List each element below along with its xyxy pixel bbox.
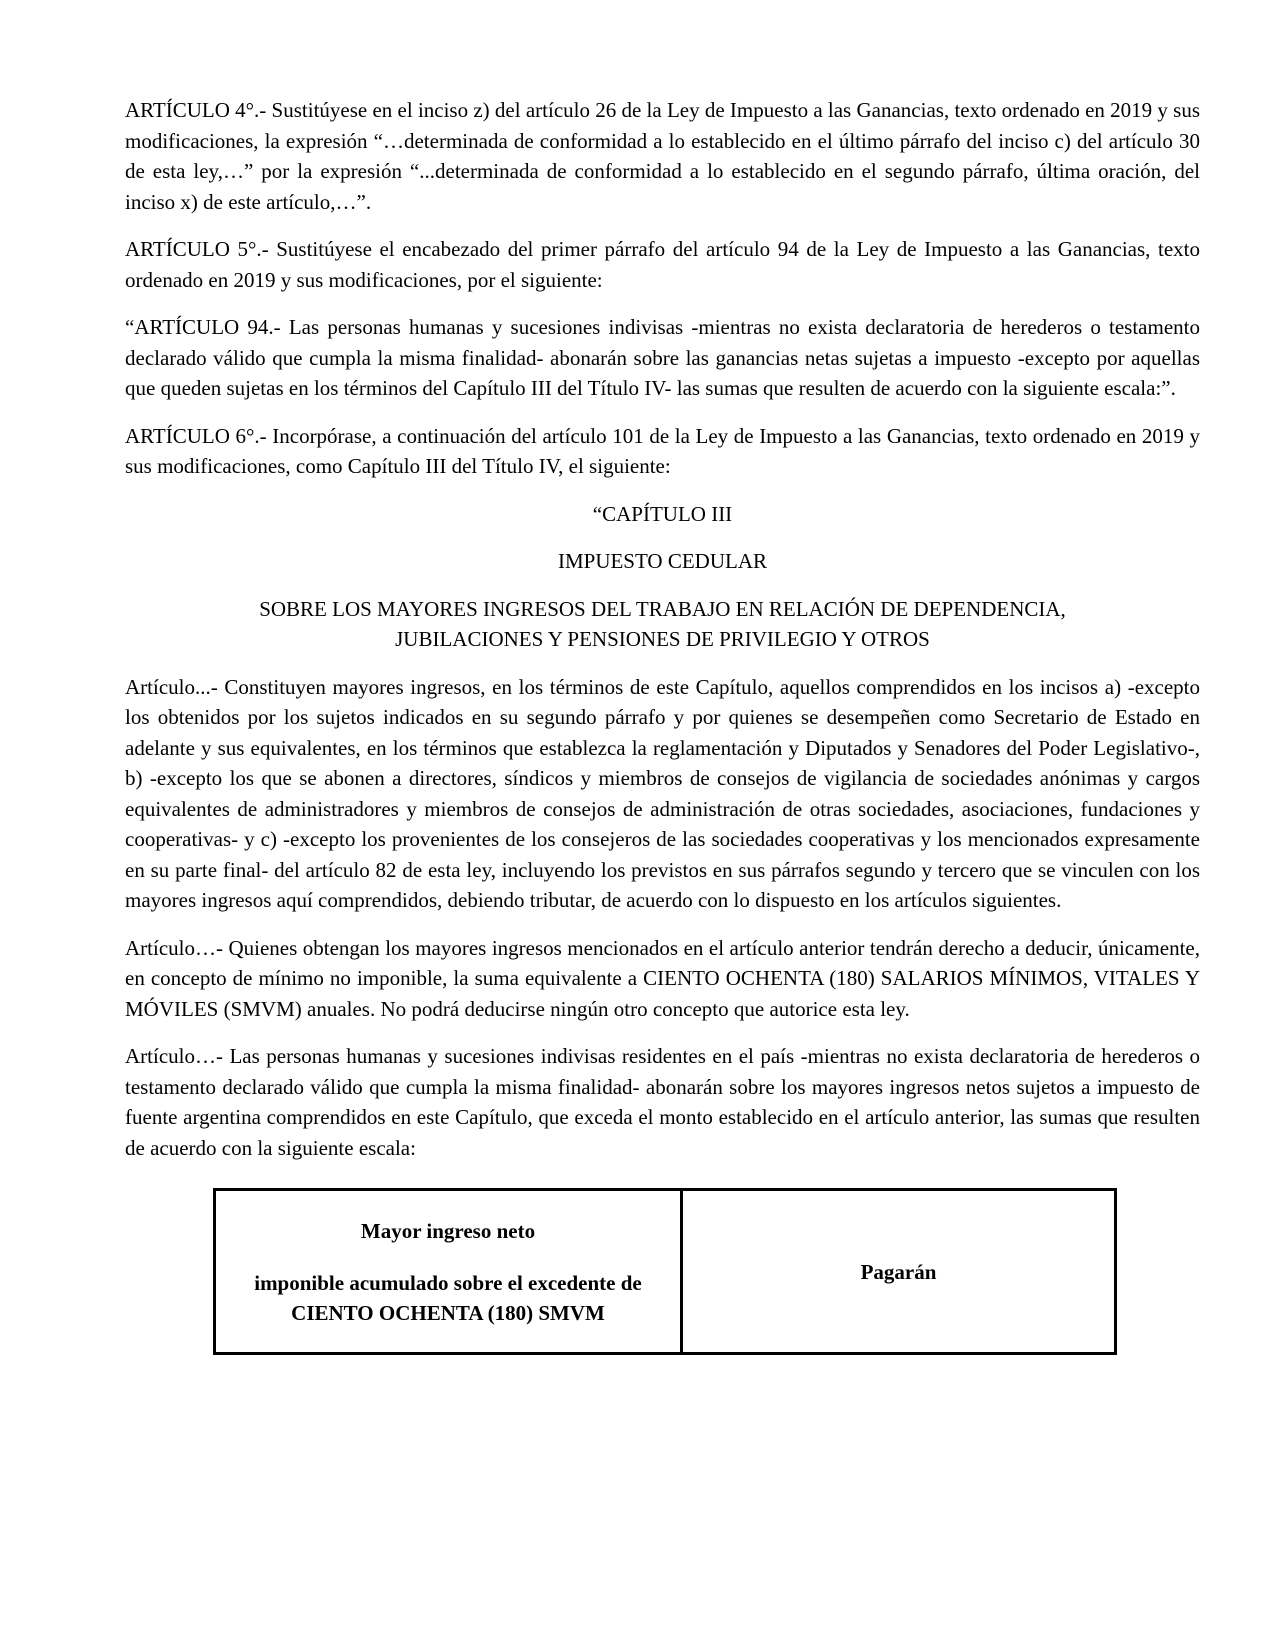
article-mayores-ingresos-paragraph: Artículo...- Constituyen mayores ingresos, en los términos de este Capítulo, aquellos comprendidos en los incisos a) -excepto los obtenidos por los sujetos indicados en su segundo párrafo y por quienes se desempeñen como Secretario de Estado en adelante y sus equivalentes, en los términos que establezca la reglamentación y Diputados y Senadores del Poder Legislativo-, b) -excepto los que se abonen a directores, síndicos y miembros de consejos de vigilancia de sociedades anónimas y cargos equivalentes de administradores y miembros de consejos de administración de otras sociedades, asociaciones, fundaciones y cooperativas- y c) -excepto los provenientes de los consejeros de las sociedades cooperativas y los mencionados expresamente en su parte final- del artículo 82 de esta ley, incluyendo los previstos en sus párrafos segundo y tercero que se vinculen con los mayores ingresos aquí comprendidos, debiendo tributar, de acuerdo con lo dispuesto en los artículos siguientes. <box>125 674 1200 912</box>
chapter-heading <box>125 594 1200 655</box>
table-header-pay-cell <box>682 1190 1116 1354</box>
table-header-income-line-1: Mayor ingreso neto <box>360 1218 536 1243</box>
table-header-income-cell <box>215 1190 682 1354</box>
chapter-subtitle: IMPUESTO CEDULAR <box>557 549 768 573</box>
article-escala-paragraph: Artículo…- Las personas humanas y sucesiones indivisas residentes en el país -mientras no exista declaratoria de herederos o testamento declarado válido que cumpla la misma finalidad- abonarán sobre los mayores ingresos netos sujetos a impuesto de fuente argentina comprendidos en este Capítulo, que exceda el monto establecido en el artículo anterior, las sumas que resulten de acuerdo con la siguiente escala: <box>125 1044 1200 1160</box>
chapter-title: “CAPÍTULO III <box>592 501 733 526</box>
table-header-row <box>215 1190 1116 1354</box>
article-4-paragraph: ARTÍCULO 4°.- Sustitúyese en el inciso z) del artículo 26 de la Ley de Impuesto a las Ganancias, texto ordenado en 2019 y sus modificaciones, la expresión “…determinada de conformidad a lo establecido en el último párrafo del inciso c) del artículo 30 de esta ley,…” por la expresión “...determinada de conformidad a lo establecido en el segundo párrafo, última oración, del inciso x) de este artículo,…”. <box>125 98 1200 214</box>
chapter-heading-line-1: SOBRE LOS MAYORES INGRESOS DEL TRABAJO EN RELACIÓN DE DEPENDENCIA, <box>259 596 1066 621</box>
chapter-heading-line-2: JUBILACIONES Y PENSIONES DE PRIVILEGIO Y OTROS <box>395 627 930 651</box>
article-94-quote-paragraph: “ARTÍCULO 94.- Las personas humanas y sucesiones indivisas -mientras no exista declaratoria de herederos o testamento declarado válido que cumpla la misma finalidad- abonarán sobre las ganancias netas sujetas a impuesto -excepto por aquellas que queden sujetas en los términos del Capítulo III del Título IV- las sumas que resulten de acuerdo con la siguiente escala:”. <box>125 315 1200 400</box>
tax-scale-table <box>213 1188 1117 1355</box>
article-6-paragraph: ARTÍCULO 6°.- Incorpórase, a continuación del artículo 101 de la Ley de Impuesto a las Ganancias, texto ordenado en 2019 y sus modificaciones, como Capítulo III del Título IV, el siguiente: <box>125 423 1200 478</box>
article-minimo-no-imponible-paragraph: Artículo…- Quienes obtengan los mayores ingresos mencionados en el artículo anterior tendrán derecho a deducir, únicamente, en concepto de mínimo no imponible, la suma equivalente a CIENTO OCHENTA (180) SALARIOS MÍNIMOS, VITALES Y MÓVILES (SMVM) anuales. No podrá deducirse ningún otro concepto que autorice esta ley. <box>125 935 1200 1021</box>
table-header-income-line-2: imponible acumulado sobre el excedente de <box>254 1270 642 1295</box>
table-header-pay-label: Pagarán <box>860 1259 937 1284</box>
article-5-paragraph: ARTÍCULO 5°.- Sustitúyese el encabezado del primer párrafo del artículo 94 de la Ley de Impuesto a las Ganancias, texto ordenado en 2019 y sus modificaciones, por el siguiente: <box>125 237 1200 292</box>
table-header-income-line-3: CIENTO OCHENTA (180) SMVM <box>291 1300 605 1325</box>
document-page <box>125 95 1200 1355</box>
